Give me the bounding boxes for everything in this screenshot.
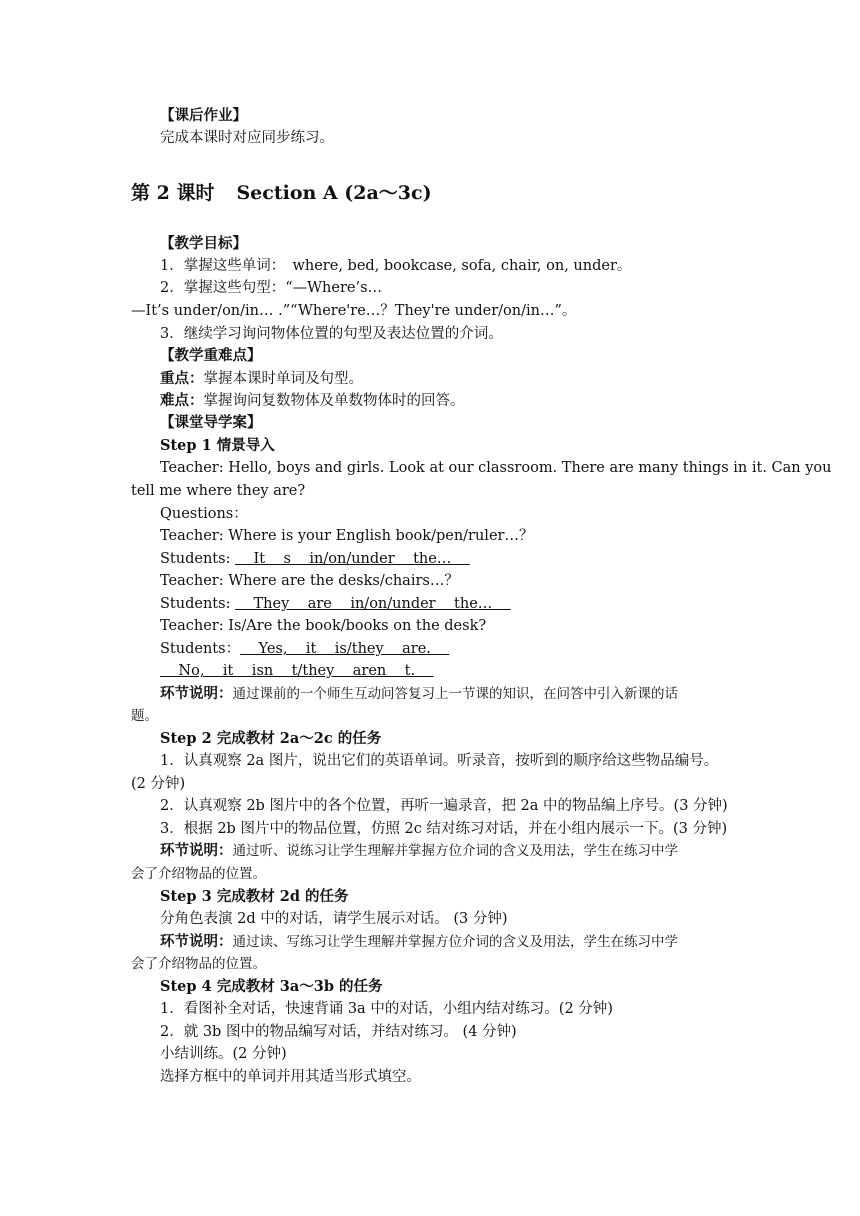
step1-answer-4-text: No, it isn t/they aren t.: [160, 663, 434, 679]
step3-note-label: 环节说明：: [160, 933, 233, 950]
guide-heading: 【课堂导学案】: [160, 414, 262, 431]
step1-answer-2: [0, 594, 860, 614]
step2-item-1-cont: (2 分钟): [131, 776, 186, 792]
step2-title: Step 2 完成教材 2a～2c 的任务: [160, 730, 382, 747]
step1-answer-1: [0, 549, 860, 569]
keypoint-key: [0, 369, 860, 389]
keypoint-key-text: 掌握本课时单词及句型。: [203, 371, 363, 387]
step2-note-label: 环节说明：: [160, 842, 233, 859]
lesson-title-number: 第 2 课时: [131, 182, 215, 204]
lesson-title-section: Section A (2a～3c): [236, 182, 432, 204]
keypoint-difficulty-text: 掌握询问复数物体及单数物体时的回答。: [203, 393, 465, 409]
keypoint-difficulty: [0, 391, 860, 411]
keypoints-heading: 【教学重难点】: [160, 347, 262, 364]
step1-question-2: Teacher: Where are the desks/chairs…？: [160, 573, 459, 589]
step1-answer-3-text: Yes, it is/they are.: [240, 641, 450, 657]
step3-title: Step 3 完成教材 2d 的任务: [160, 888, 349, 905]
step2-note-text: 通过听、说练习让学生理解并掌握方位介词的含义及用法，学生在练习中学: [232, 843, 678, 859]
step3-item-1: 分角色表演 2d 中的对话，请学生展示对话。 (3 分钟): [160, 911, 508, 927]
step3-note: [0, 932, 860, 952]
step1-note-cont: 题。: [131, 708, 158, 724]
step4-item-1: 1．看图补全对话，快速背诵 3a 中的对话，小组内结对练习。(2 分钟): [160, 1001, 613, 1017]
keypoint-difficulty-label: 难点：: [160, 392, 204, 409]
step1-question-1: Teacher: Where is your English book/pen/ruler…？: [160, 528, 534, 544]
step1-answer-1-label: Students:: [160, 551, 236, 567]
objective-item-2-cont: —It’s under/on/in… .”“Where're…？They're under/on/in…”。: [131, 303, 577, 319]
step1-questions-label: Questions：: [160, 506, 248, 522]
objective-item-2: 2．掌握这些句型：“—Where’s…: [160, 280, 383, 296]
step1-note-label: 环节说明：: [160, 685, 233, 702]
step2-item-2: 2．认真观察 2b 图片中的各个位置，再听一遍录音，把 2a 中的物品编上序号。(3 分钟): [160, 798, 728, 814]
step4-title: Step 4 完成教材 3a～3b 的任务: [160, 978, 383, 995]
step3-note-cont: 会了介绍物品的位置。: [131, 956, 266, 972]
step1-answer-1-text: It s in/on/under the…: [235, 551, 470, 567]
step1-answer-3-label: Students：: [160, 641, 241, 657]
step1-answer-2-text: They are in/on/under the…: [235, 596, 511, 612]
lesson-title: [0, 180, 860, 206]
step1-note: [0, 684, 860, 704]
step1-question-3: Teacher: Is/Are the book/books on the desk?: [160, 618, 487, 634]
step2-item-3: 3．根据 2b 图片中的物品位置，仿照 2c 结对练习对话，并在小组内展示一下。(3 分钟): [160, 821, 728, 837]
step1-note-text: 通过课前的一个师生互动问答复习上一节课的知识，在问答中引入新课的话: [232, 686, 678, 702]
step1-title: Step 1 情景导入: [160, 437, 275, 454]
objective-item-3: 3．继续学习询问物体位置的句型及表达位置的介词。: [160, 326, 503, 342]
step2-item-1: 1．认真观察 2a 图片，说出它们的英语单词。听录音，按听到的顺序给这些物品编号。: [160, 753, 719, 769]
step1-teacher-line-1: Teacher: Hello, boys and girls. Look at our classroom. There are many things in it. Can you: [160, 460, 832, 476]
step4-item-4: 选择方框中的单词并用其适当形式填空。: [160, 1069, 421, 1085]
step1-answer-2-label: Students:: [160, 596, 236, 612]
keypoint-key-label: 重点：: [160, 370, 204, 387]
step2-note-cont: 会了介绍物品的位置。: [131, 866, 266, 882]
step1-teacher-line-2: tell me where they are?: [131, 483, 306, 499]
objectives-heading: 【教学目标】: [160, 235, 247, 252]
homework-heading: 【课后作业】: [160, 107, 247, 124]
homework-text: 完成本课时对应同步练习。: [160, 130, 334, 146]
step1-answer-3: [0, 639, 860, 659]
step2-note: [0, 841, 860, 861]
step4-item-2: 2．就 3b 图中的物品编写对话，并结对练习。 (4 分钟): [160, 1024, 517, 1040]
objective-item-1: 1．掌握这些单词： where, bed, bookcase, sofa, chair, on, under。: [160, 258, 632, 274]
step3-note-text: 通过读、写练习让学生理解并掌握方位介词的含义及用法，学生在练习中学: [232, 934, 678, 950]
step4-item-3: 小结训练。(2 分钟): [160, 1046, 287, 1062]
step1-answer-4: [0, 661, 860, 681]
